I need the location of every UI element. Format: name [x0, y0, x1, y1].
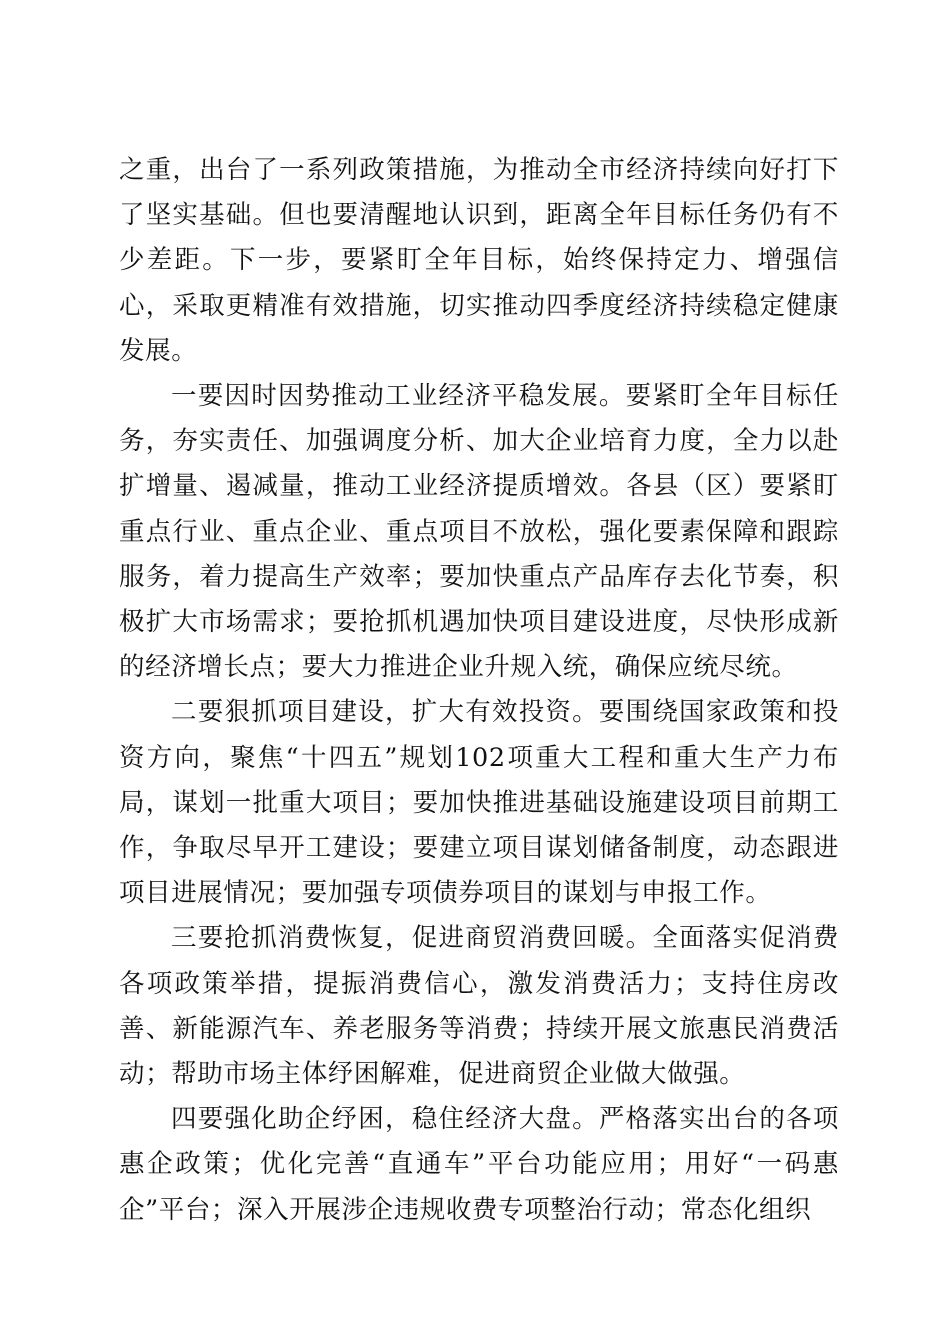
paragraph-consumption-recovery: 三要抢抓消费恢复，促进商贸消费回暖。全面落实促消费各项政策举措，提振消费信心，激发消费活力；支持住房改善、新能源汽车、养老服务等消费；持续开展文旅惠民消费活动；帮助市场主体纾困解难，促进商贸企业做大做强。 [119, 923, 839, 1090]
paragraph-enterprise-relief: 四要强化助企纾困，稳住经济大盘。严格落实出台的各项惠企政策；优化完善“直通车”平台功能应用；用好“一码惠企”平台；深入开展涉企违规收费专项整治行动；常态化组织 [119, 1104, 839, 1225]
paragraph-intro: 之重，出台了一系列政策措施，为推动全市经济持续向好打下了坚实基础。但也要清醒地认识到，距离全年目标任务仍有不少差距。下一步，要紧盯全年目标，始终保持定力、增强信心，采取更精准有效措施，切实推动四季度经济持续稳定健康发展。 [119, 155, 839, 366]
paragraph-project-construction: 二要狠抓项目建设，扩大有效投资。要围绕国家政策和投资方向，聚焦“十四五”规划102项重大工程和重大生产力布局，谋划一批重大项目；要加快推进基础设施建设项目前期工作，争取尽早开工建设；要建立项目谋划储备制度，动态跟进项目进展情况；要加强专项债券项目的谋划与申报工作。 [119, 697, 839, 909]
document-body [119, 148, 839, 1233]
paragraph-industrial-economy: 一要因时因势推动工业经济平稳发展。要紧盯全年目标任务，夯实责任、加强调度分析、加大企业培育力度，全力以赴扩增量、遏减量，推动工业经济提质增效。各县（区）要紧盯重点行业、重点企业、重点项目不放松，强化要素保障和跟踪服务，着力提高生产效率；要加快重点产品库存去化节奏，积极扩大市场需求；要抢抓机遇加快项目建设进度，尽快形成新的经济增长点；要大力推进企业升规入统，确保应统尽统。 [119, 381, 839, 683]
